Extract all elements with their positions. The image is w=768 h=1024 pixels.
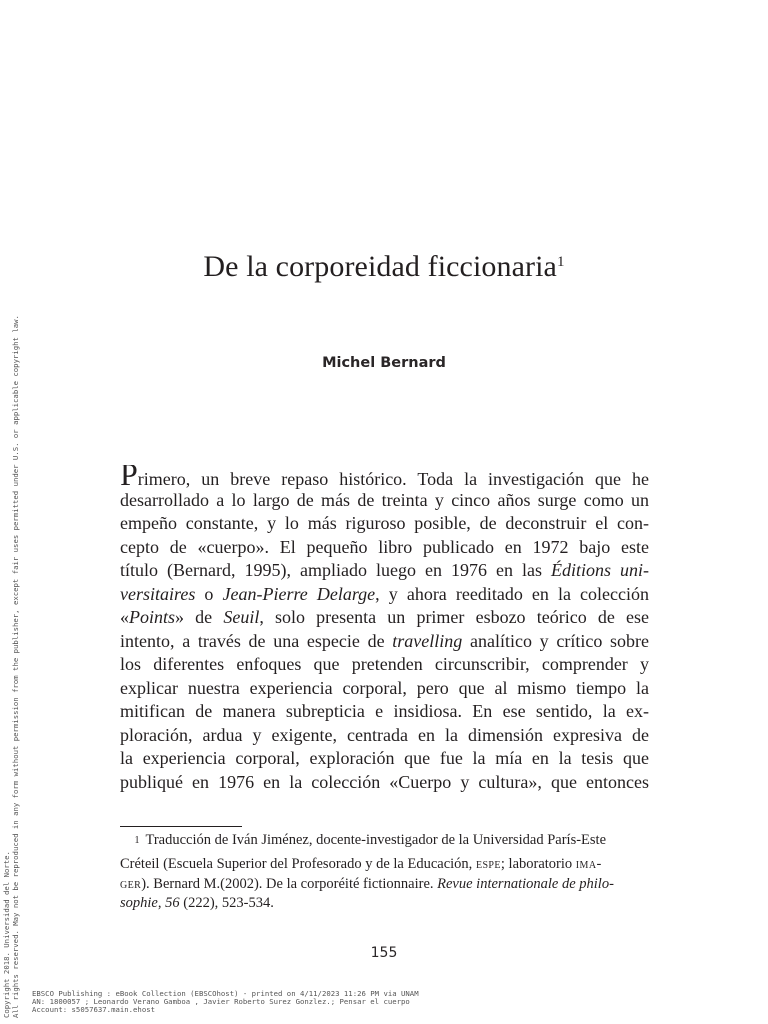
body-line — [120, 724, 649, 748]
body-text-segment: publiqué en 1976 en la colección «Cuerpo y cultura», que entonces — [120, 771, 649, 792]
body-text-segment: los diferentes enfoques que pretenden circunscribir, comprender y — [120, 654, 649, 674]
body-text-segment: empeño constante, y lo más riguroso posible, de deconstruir el con- — [120, 513, 649, 533]
footnote-text-2a: Créteil (Escuela Superior del Profesorado y de la Educación, — [120, 856, 476, 873]
footnote-abbrev-espe: espe — [475, 856, 501, 873]
footnote-abbrev-ger: ger — [120, 875, 142, 892]
body-line — [120, 512, 649, 536]
body-text-segment: » de — [175, 607, 224, 627]
body-text-segment: explicar nuestra experiencia corporal, pero que al mismo tiempo la — [120, 677, 649, 698]
body-italic-text: Éditions uni- — [550, 560, 649, 580]
body-line — [120, 630, 649, 654]
body-line — [120, 606, 649, 630]
body-line — [120, 747, 649, 771]
body-text-segment: rimero, un breve repaso histórico. Toda la investigación que he — [137, 469, 649, 489]
body-line — [120, 559, 649, 583]
drop-cap: P — [120, 465, 138, 489]
chapter-title — [0, 250, 768, 284]
body-paragraph — [120, 465, 649, 794]
footnote-text-2b: ; laboratorio — [500, 856, 576, 873]
body-italic-text: Points — [129, 607, 176, 627]
footnote-line-2 — [120, 855, 649, 875]
copyright-notice — [2, 315, 20, 1018]
title-footnote-marker[interactable]: 1 — [556, 254, 565, 270]
body-text-segment: mitifican de manera subrepticia e insidiosa. En ese sentido, la ex- — [120, 701, 649, 721]
footnote-text-4a: , — [157, 895, 166, 912]
body-text-segment: intento, a través de una especie de — [120, 630, 393, 651]
body-line — [120, 583, 649, 607]
body-line — [120, 536, 649, 560]
copyright-line-1: Copyright 2018. Universidad del Norte. — [2, 851, 11, 1018]
body-text-segment: la experiencia corporal, exploración que fue la mía en la tesis que — [120, 748, 649, 768]
footnote-marker: 1 — [134, 835, 140, 846]
footnote-line-1 — [120, 831, 649, 855]
ebsco-line-2: AN: 1800057 ; Leonardo Verano Gamboa , Javier Roberto Surez Gonzlez.; Pensar el cuerpo — [32, 996, 410, 1006]
footnote-line-4 — [120, 894, 649, 914]
footnote-journal-title-end: sophie — [120, 895, 158, 912]
body-text-segment: título (Bernard, 1995), ampliado luego en 1976 en las — [120, 560, 551, 580]
body-text-segment: ploración, ardua y exigente, centrada en la dimensión expresiva de — [120, 724, 649, 745]
copyright-line-2: All rights reserved. May not be reproduced in any form without permission from the publisher, except fair uses permitted under U.S. or applicable copyright law. — [11, 315, 20, 1018]
footnote-divider — [120, 826, 242, 827]
body-text-segment: desarrollado a lo largo de más de treinta y cinco años surge como un — [120, 489, 649, 510]
body-italic-text: travelling — [392, 630, 463, 651]
footnote-abbrev-ima: ima- — [575, 856, 602, 873]
body-text-segment: « — [120, 607, 129, 627]
footnote-journal-title: Revue internationale de philo- — [437, 875, 614, 892]
footnote-text-1: Traducción de Iván Jiménez, docente-investigador de la Universidad París-Este — [145, 832, 607, 848]
body-text-segment: , y ahora reeditado en la colección — [375, 583, 649, 604]
body-text-segment: cepto de «cuerpo». El pequeño libro publicado en 1972 bajo este — [120, 536, 649, 557]
page-number: 155 — [370, 945, 398, 961]
ebsco-line-3: Account: s5057637.main.ehost — [32, 1004, 156, 1014]
body-line — [120, 489, 649, 513]
body-italic-text: Seuil — [223, 607, 260, 627]
author-name: Michel Bernard — [322, 355, 446, 371]
body-text-segment: analítico y crítico sobre — [462, 630, 649, 651]
body-italic-text: Jean-Pierre Delarge — [222, 583, 376, 604]
body-line — [120, 700, 649, 724]
chapter-title-text: De la corporeidad ficcionaria — [203, 250, 557, 283]
footnote-text-3a: ). Bernard M.(2002). De la corporéité fictionnaire. — [141, 875, 438, 892]
footnote-line-3 — [120, 875, 649, 895]
body-italic-text: versitaires — [120, 583, 196, 604]
footnote — [120, 831, 649, 914]
body-line — [120, 653, 649, 677]
body-line — [120, 465, 649, 489]
footnote-text-4b: (222), 523-534. — [179, 895, 274, 912]
body-text-segment: , solo presenta un primer esbozo teórico de ese — [259, 607, 649, 627]
body-line — [120, 677, 649, 701]
body-line — [120, 771, 649, 795]
footnote-volume: 56 — [165, 895, 180, 912]
ebsco-print-footer — [32, 990, 419, 1013]
body-text-segment: o — [195, 583, 223, 604]
ebsco-line-1: EBSCO Publishing : eBook Collection (EBSCOhost) - printed on 4/11/2023 11:26 PM via UNAM — [32, 989, 419, 998]
